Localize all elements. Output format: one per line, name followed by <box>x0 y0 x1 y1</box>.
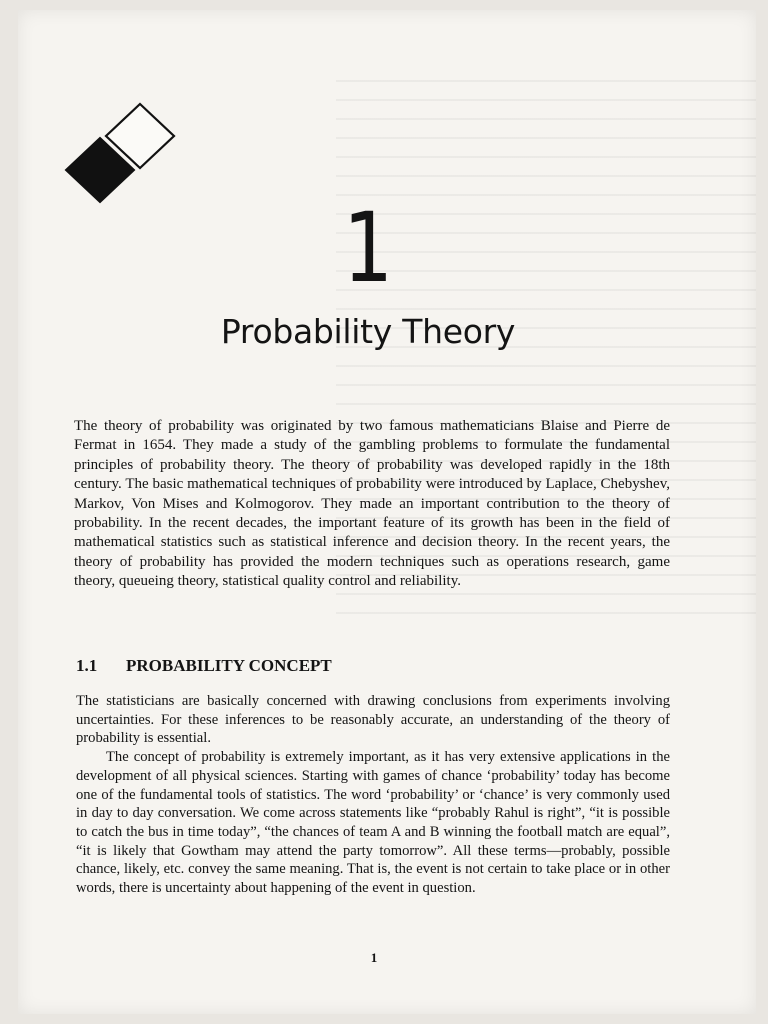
chapter-title: Probability Theory <box>220 312 516 351</box>
section-number: 1.1 <box>76 656 98 675</box>
diamond-ornament-icon <box>62 98 182 208</box>
intro-paragraph <box>74 417 670 592</box>
section-body <box>76 692 670 898</box>
book-page <box>18 10 756 1014</box>
section-heading <box>76 655 676 677</box>
section-title: PROBABILITY CONCEPT <box>126 656 332 675</box>
section-paragraph: The concept of probability is extremely important, as it has very extensive applications in the development of all physical sciences. Starting with games of chance ‘probability’ today has become one of the fundamental tools of statistics. The word ‘probability’ or ‘chance’ is very commonly used in day to day conversation. We come across statements like “probably Rahul is right”, “it is possible to catch the bus in time today”, “the chances of team A and B winning the football match are equal”, “it is likely that Gowtham may attend the party tomorrow”. All these terms—probably, possible chance, likely, etc. convey the same meaning. That is, the event is not certain to take place or in other words, there is uncertainty about happening of the event in question. <box>76 749 670 897</box>
section-paragraph: The statisticians are basically concerned with drawing conclusions from experiments involving uncertainties. For these inferences to be reasonably accurate, an understanding of the theory of probability is essential. <box>76 693 670 747</box>
intro-text: The theory of probability was originated by two famous mathematicians Blaise and Pierre de Fermat in 1654. They made a study of the gambling problems to formulate the fundamental principles of probability theory. The theory of probability was developed rapidly in the 18th century. The basic mathematical techniques of probability were introduced by Laplace, Chebyshev, Markov, Von Mises and Kolmogorov. They made an important contribution to the theory of probability. In the recent decades, the important feature of its growth has been in the field of mathematical statistics such as statistical inference and decision theory. In the recent years, the theory of probability has provided the modern techniques such as operations research, game theory, queueing theory, statistical quality control and reliability. <box>74 418 670 590</box>
chapter-number: 1 <box>342 192 394 304</box>
page-number: 1 <box>370 950 378 965</box>
